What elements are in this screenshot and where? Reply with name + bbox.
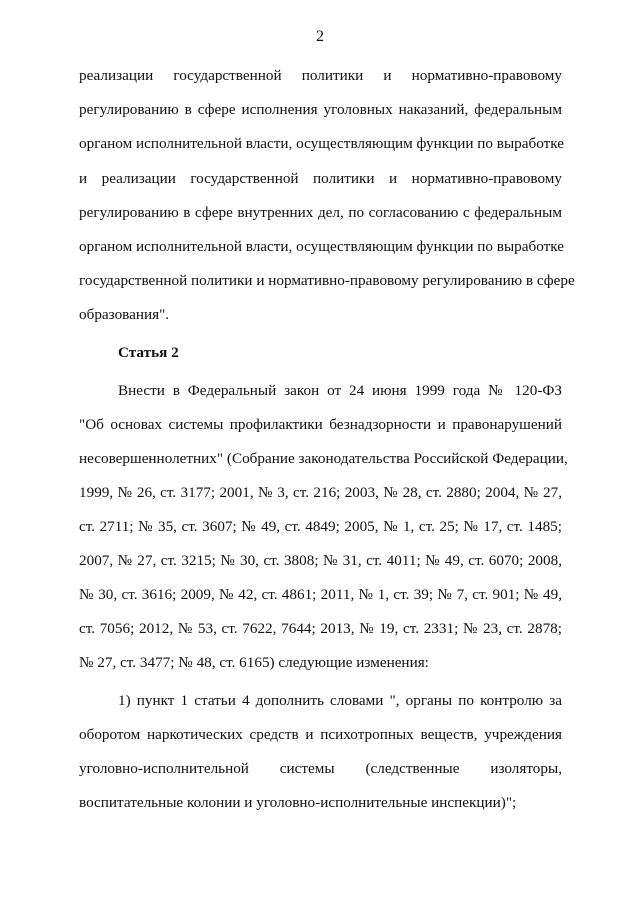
page-number: 2 [316,28,324,45]
text-line: уголовно-исполнительной системы (следственные изоляторы, [79,760,562,777]
text-line: и реализации государственной политики и нормативно-правовому [79,170,562,187]
text-line: "Об основах системы профилактики безнадзорности и правонарушений [79,416,562,433]
text-line: регулированию в сфере внутренних дел, по согласованию с федеральным [79,204,562,221]
text-line: воспитательные колонии и уголовно-исполнительные инспекции)"; [79,794,517,811]
text-line: ст. 7056; 2012, № 53, ст. 7622, 7644; 2013, № 19, ст. 2331; № 23, ст. 2878; [79,620,562,637]
text-line: несовершеннолетних" (Собрание законодательства Российской Федерации, [79,450,568,467]
text-line: 1999, № 26, ст. 3177; 2001, № 3, ст. 216; 2003, № 28, ст. 2880; 2004, № 27, [79,484,562,501]
text-line: оборотом наркотических средств и психотропных веществ, учреждения [79,726,562,743]
text-line: ст. 2711; № 35, ст. 3607; № 49, ст. 4849; 2005, № 1, ст. 25; № 17, ст. 1485; [79,518,562,535]
article-heading: Статья 2 [118,344,179,361]
text-line: Внести в Федеральный закон от 24 июня 1999 года № 120-ФЗ [118,382,562,399]
text-line: органом исполнительной власти, осуществляющим функции по выработке [79,238,565,255]
text-line: органом исполнительной власти, осуществляющим функции по выработке [79,135,565,152]
text-line: № 27, ст. 3477; № 48, ст. 6165) следующие изменения: [79,654,429,671]
text-line: № 30, ст. 3616; 2009, № 42, ст. 4861; 2011, № 1, ст. 39; № 7, ст. 901; № 49, [79,586,562,603]
text-line: образования". [79,306,170,323]
text-line: 2007, № 27, ст. 3215; № 30, ст. 3808; № 31, ст. 4011; № 49, ст. 6070; 2008, [79,552,562,569]
text-line: 1) пункт 1 статьи 4 дополнить словами ", органы по контролю за [118,692,562,709]
text-line: регулированию в сфере исполнения уголовных наказаний, федеральным [79,101,562,118]
text-line: реализации государственной политики и нормативно-правовому [79,67,562,84]
text-line: государственной политики и нормативно-правовому регулированию в сфере [79,272,575,289]
